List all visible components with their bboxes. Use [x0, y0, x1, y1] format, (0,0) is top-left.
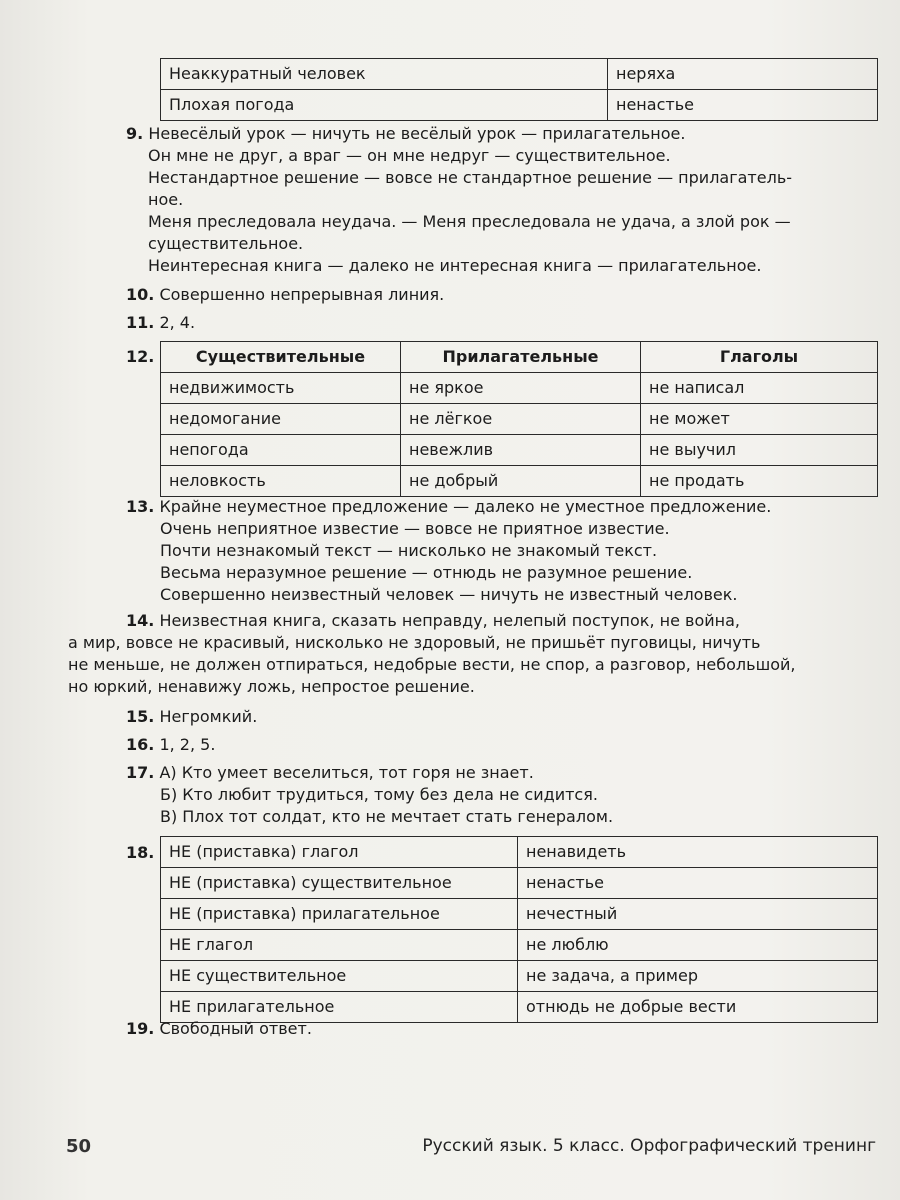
table-header-row — [161, 342, 878, 373]
answer-line: а мир, вовсе не красивый, нисколько не здоровый, не пришьёт пуговицы, ничуть — [68, 633, 761, 652]
table-12 — [160, 341, 878, 497]
answer-10 — [126, 284, 878, 306]
table-row — [161, 466, 878, 497]
table-cell: недомогание — [161, 404, 401, 435]
table-row — [161, 837, 878, 868]
answer-9 — [126, 123, 878, 277]
column-header: Существительные — [161, 342, 401, 373]
answer-number: 18. — [126, 843, 155, 862]
answer-line: ное. — [148, 190, 184, 209]
answer-text: Свободный ответ. — [159, 1019, 312, 1038]
answer-text: Совершенно непрерывная линия. — [159, 285, 445, 304]
answer-line: Нестандартное решение — вовсе не стандартное решение — прилагатель- — [148, 168, 793, 187]
table-cell: не может — [641, 404, 878, 435]
answer-line: Совершенно неизвестный человек — ничуть не известный человек. — [160, 585, 738, 604]
column-header: Глаголы — [641, 342, 878, 373]
answer-19 — [126, 1018, 878, 1040]
table-row — [161, 373, 878, 404]
page-number: 50 — [66, 1136, 92, 1157]
table-row — [161, 435, 878, 466]
table-cell: НЕ прилагательное — [161, 992, 518, 1023]
table-row — [161, 59, 878, 90]
answer-line: Неинтересная книга — далеко не интересная книга — прилагательное. — [148, 256, 762, 275]
table-row — [161, 930, 878, 961]
table-cell: НЕ (приставка) глагол — [161, 837, 518, 868]
table-cell: невежлив — [401, 435, 641, 466]
table-cell: не продать — [641, 466, 878, 497]
table-cell: не добрый — [401, 466, 641, 497]
answer-13 — [126, 496, 878, 606]
table-cell: НЕ (приставка) существительное — [161, 868, 518, 899]
answer-number: 14. — [126, 611, 155, 630]
table-cell: не яркое — [401, 373, 641, 404]
answer-line: не меньше, не должен отпираться, недобрые вести, не спор, а разговор, небольшой, — [68, 655, 796, 674]
table-cell: НЕ существительное — [161, 961, 518, 992]
table-cell: ненастье — [608, 90, 878, 121]
table-cell: не лёгкое — [401, 404, 641, 435]
table-cell: неловкость — [161, 466, 401, 497]
table-cell: не написал — [641, 373, 878, 404]
table-18-container — [160, 836, 878, 1023]
table-cell: нечестный — [518, 899, 878, 930]
table-row — [161, 899, 878, 930]
table-row — [161, 868, 878, 899]
table-12-container — [160, 341, 878, 497]
answer-line: Крайне неуместное предложение — далеко не уместное предложение. — [159, 497, 772, 516]
answer-number: 9. — [126, 124, 144, 143]
table-cell: отнюдь не добрые вести — [518, 992, 878, 1023]
top-table-container — [160, 58, 878, 121]
table-cell: неряха — [608, 59, 878, 90]
answer-16 — [126, 734, 878, 756]
answer-line: В) Плох тот солдат, кто не мечтает стать генералом. — [160, 807, 614, 826]
answer-number: 17. — [126, 763, 155, 782]
table-cell: недвижимость — [161, 373, 401, 404]
table-cell: не люблю — [518, 930, 878, 961]
table-cell: ненавидеть — [518, 837, 878, 868]
answer-number: 15. — [126, 707, 155, 726]
answer-line: Весьма неразумное решение — отнюдь не разумное решение. — [160, 563, 693, 582]
answer-number: 19. — [126, 1019, 155, 1038]
answer-14 — [68, 610, 878, 698]
answer-line: Очень неприятное известие — вовсе не приятное известие. — [160, 519, 670, 538]
table-18 — [160, 836, 878, 1023]
table-row — [161, 404, 878, 435]
answer-15 — [126, 706, 878, 728]
running-footer-title: Русский язык. 5 класс. Орфографический тренинг — [422, 1136, 876, 1156]
answer-number: 16. — [126, 735, 155, 754]
table-cell: ненастье — [518, 868, 878, 899]
answer-number: 10. — [126, 285, 155, 304]
table-cell: не выучил — [641, 435, 878, 466]
table-cell: непогода — [161, 435, 401, 466]
table-cell: НЕ глагол — [161, 930, 518, 961]
table-cell: Плохая погода — [161, 90, 608, 121]
answer-17 — [126, 762, 878, 828]
answer-11 — [126, 312, 878, 334]
answer-number: 11. — [126, 313, 155, 332]
answer-line: существительное. — [148, 234, 304, 253]
answer-line: Б) Кто любит трудиться, тому без дела не сидится. — [160, 785, 598, 804]
table-cell: Неаккуратный человек — [161, 59, 608, 90]
top-table — [160, 58, 878, 121]
answer-line: Неизвестная книга, сказать неправду, нелепый поступок, не война, — [159, 611, 740, 630]
answer-line: Он мне не друг, а враг — он мне недруг — существительное. — [148, 146, 671, 165]
answer-text: 1, 2, 5. — [159, 735, 216, 754]
table-cell: не задача, а пример — [518, 961, 878, 992]
answer-text: Негромкий. — [159, 707, 258, 726]
answer-number: 12. — [126, 347, 155, 366]
answer-line: Почти незнакомый текст — нисколько не знакомый текст. — [160, 541, 658, 560]
answer-line: но юркий, ненавижу ложь, непростое решение. — [68, 677, 475, 696]
answer-line: Меня преследовала неудача. — Меня преследовала не удача, а злой рок — — [148, 212, 791, 231]
table-row — [161, 961, 878, 992]
column-header: Прилагательные — [401, 342, 641, 373]
table-row — [161, 90, 878, 121]
table-cell: НЕ (приставка) прилагательное — [161, 899, 518, 930]
answer-line: А) Кто умеет веселиться, тот горя не знает. — [159, 763, 534, 782]
answer-text: 2, 4. — [159, 313, 196, 332]
answer-number: 13. — [126, 497, 155, 516]
answer-line: Невесёлый урок — ничуть не весёлый урок — прилагательное. — [148, 124, 686, 143]
